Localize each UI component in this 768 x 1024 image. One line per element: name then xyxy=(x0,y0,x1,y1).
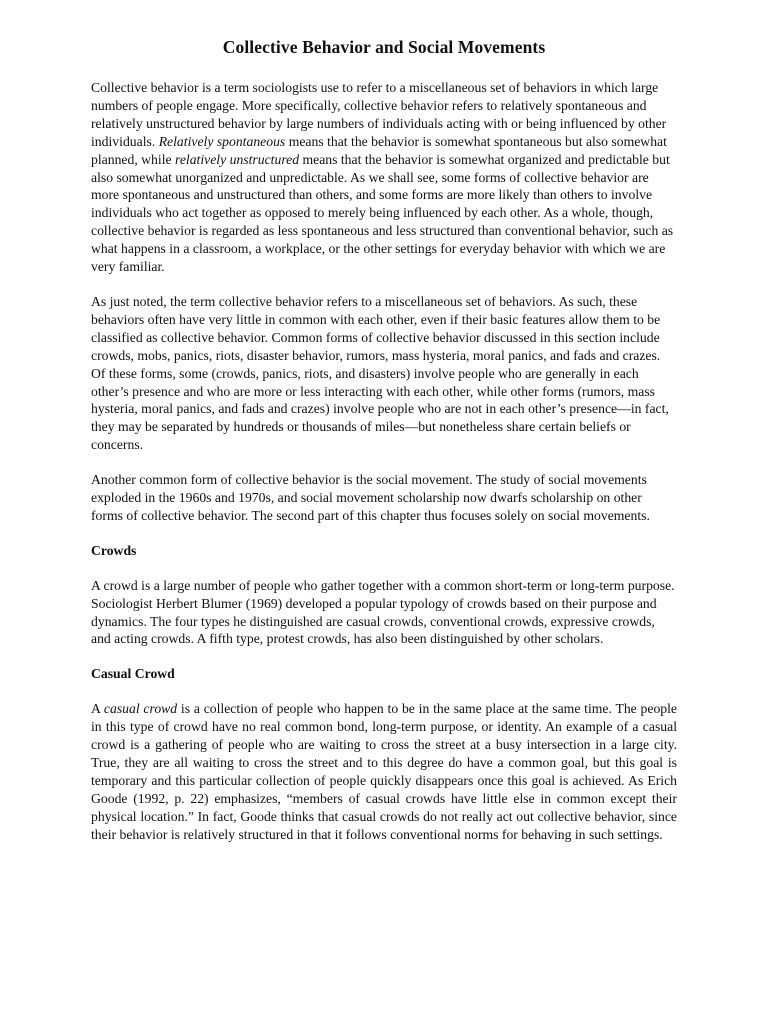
paragraph-crowds: A crowd is a large number of people who gather together with a common short-term or long-term purpose. Sociologist Herbert Blumer (1969) developed a popular typology of crowds based on their purpose and dynamics. The four types he distinguished are casual crowds, conventional crowds, expressive crowds, and acting crowds. A fifth type, protest crowds, has also been distinguished by other scholars. xyxy=(91,577,675,647)
document-page xyxy=(91,36,677,861)
paragraph-social-movement: Another common form of collective behavior is the social movement. The study of social movements exploded in the 1960s and 1970s, and social movement scholarship now dwarfs scholarship on other forms of collective behavior. The second part of this chapter thus focuses solely on social movements. xyxy=(91,472,650,523)
text-run: means that the behavior is somewhat spontaneous but also somewhat planned, while xyxy=(91,133,667,167)
italic-term: casual crowd xyxy=(103,701,178,717)
paragraph-forms: As just noted, the term collective behavior refers to a miscellaneous set of behaviors. As such, these behaviors often have very little in common with each other, even if their basic features allow them to be classified as collective behavior. Common forms of collective behavior discussed in this section include crowds, mobs, panics, riots, disaster behavior, rumors, mass hysteria, moral panics, and fads and crazes. Of these forms, some (crowds, panics, riots, and disasters) involve people who are generally in each other’s presence and who are more or less interacting with each other, while other forms (rumors, mass hysteria, moral panics, and fads and crazes) involve people who are not in each other’s presence—in fact, they may be separated by hundreds or thousands of miles—but nonetheless share certain beliefs or concerns. xyxy=(91,293,669,453)
heading-crowds: Crowds xyxy=(91,542,137,558)
text-run: Collective behavior is a term sociologists use to refer to a miscellaneous set of behaviors in which large numbers of people engage. More specifically, collective behavior refers to relatively spontaneous and relatively unstructured behavior by large numbers of individuals acting with or being influenced by other individuals. xyxy=(91,80,667,149)
paragraph-casual-crowd xyxy=(91,700,677,843)
text-run: A xyxy=(91,701,104,717)
italic-term: Relatively spontaneous xyxy=(158,133,286,149)
page-title: Collective Behavior and Social Movements xyxy=(222,37,546,57)
italic-term: relatively unstructured xyxy=(175,151,300,167)
paragraph-intro xyxy=(91,79,677,276)
heading-casual-crowd: Casual Crowd xyxy=(91,666,175,682)
text-run: is a collection of people who happen to be in the same place at the same time. The people in this type of crowd have no real common bond, long-term purpose, or identity. An example of a casual crowd is a gathering of people who are waiting to cross the street at a busy intersection in a large city. True, they are all waiting to cross the street and to this degree do have a common goal, but this goal is temporary and this particular collection of people quickly disappears once this goal is achieved. As Erich Goode (1992, p. 22) emphasizes, “members of casual crowds have little else in common except their physical location.” In fact, Goode thinks that casual crowds do not really act out collective behavior, since their behavior is relatively structured in that it follows conventional norms for behaving in such settings. xyxy=(91,701,678,842)
text-run: means that the behavior is somewhat organized and predictable but also somewhat unorganized and unpredictable. As we shall see, some forms of collective behavior are more spontaneous and unstructured than others, and some forms are more likely than others to involve individuals who act together as opposed to merely being influenced by each other. As a whole, though, collective behavior is regarded as less spontaneous and less structured than conventional behavior, such as what happens in a classroom, a workplace, or the other settings for everyday behavior with which we are very familiar. xyxy=(91,151,674,275)
